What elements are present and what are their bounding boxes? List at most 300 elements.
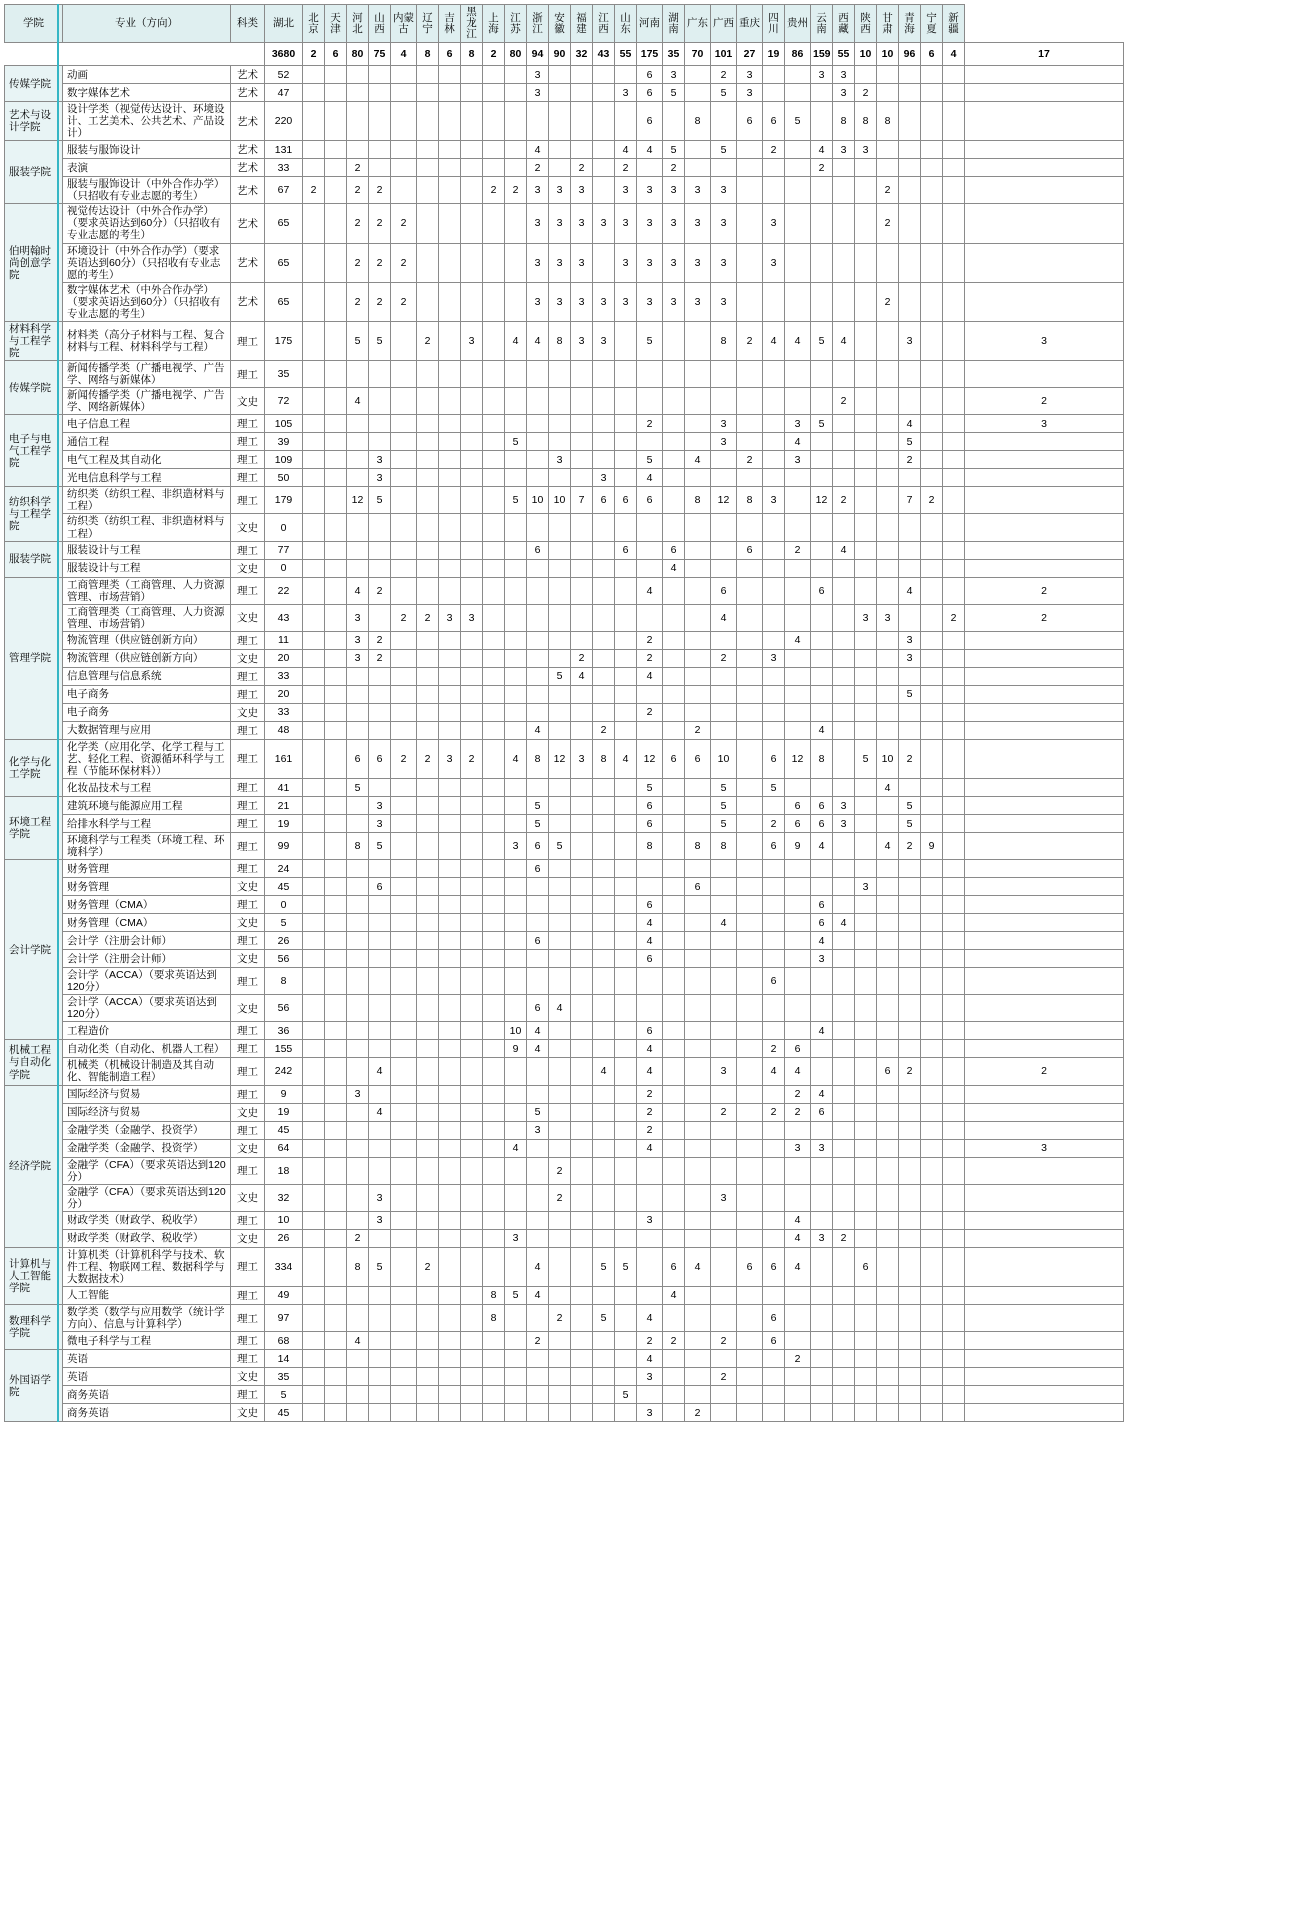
quota-cell-16	[663, 1121, 685, 1139]
quota-cell-17: 8	[685, 487, 711, 514]
quota-cell-9	[505, 914, 527, 932]
quota-cell-2	[347, 1350, 369, 1368]
quota-cell-7	[461, 1103, 483, 1121]
quota-cell-24	[855, 1139, 877, 1157]
quota-cell-12	[571, 102, 593, 141]
quota-cell-18	[711, 1121, 737, 1139]
quota-cell-3: 4	[369, 1103, 391, 1121]
quota-cell-6	[439, 878, 461, 896]
quota-cell-8: 8	[483, 1286, 505, 1304]
quota-cell-1	[325, 102, 347, 141]
quota-cell-10: 2	[527, 1332, 549, 1350]
quota-cell-6	[439, 1058, 461, 1085]
quota-cell-14	[615, 1139, 637, 1157]
quota-cell-21: 5	[785, 102, 811, 141]
quota-cell-27	[921, 1121, 943, 1139]
quota-cell-8	[483, 559, 505, 577]
quota-cell-11	[549, 779, 571, 797]
quota-cell-18	[711, 1022, 737, 1040]
quota-cell-1	[325, 141, 347, 159]
quota-cell-29	[965, 433, 1124, 451]
table-row	[5, 932, 1124, 950]
major-cell: 材料类（高分子材料与工程、复合材料与工程、材料科学与工程）	[63, 321, 231, 360]
quota-cell-9	[505, 1121, 527, 1139]
quota-cell-29: 3	[965, 321, 1124, 360]
quota-cell-8	[483, 84, 505, 102]
quota-cell-20	[763, 451, 785, 469]
quota-cell-18: 3	[711, 1058, 737, 1085]
quota-cell-27	[921, 721, 943, 739]
hubei-quota-cell: 49	[265, 1286, 303, 1304]
quota-cell-5	[417, 1211, 439, 1229]
quota-cell-27	[921, 995, 943, 1022]
quota-cell-21	[785, 1386, 811, 1404]
quota-cell-6	[439, 141, 461, 159]
quota-cell-4	[391, 577, 417, 604]
kelei-cell: 理工	[231, 1085, 265, 1103]
quota-cell-15: 6	[637, 950, 663, 968]
quota-cell-6	[439, 833, 461, 860]
quota-cell-16	[663, 577, 685, 604]
quota-cell-4	[391, 559, 417, 577]
quota-cell-18	[711, 1085, 737, 1103]
quota-cell-25	[877, 1184, 899, 1211]
quota-cell-8	[483, 577, 505, 604]
quota-cell-0	[303, 66, 325, 84]
major-cell: 物流管理（供应链创新方向）	[63, 649, 231, 667]
quota-cell-6	[439, 433, 461, 451]
quota-cell-2	[347, 451, 369, 469]
quota-cell-13	[593, 1085, 615, 1103]
quota-cell-12	[571, 779, 593, 797]
table-row	[5, 1157, 1124, 1184]
hubei-quota-cell: 43	[265, 604, 303, 631]
quota-cell-2	[347, 1022, 369, 1040]
quota-cell-20	[763, 1157, 785, 1184]
quota-cell-25	[877, 1022, 899, 1040]
quota-cell-14	[615, 896, 637, 914]
quota-cell-13	[593, 914, 615, 932]
kelei-cell: 理工	[231, 968, 265, 995]
quota-cell-28	[943, 950, 965, 968]
quota-cell-29	[965, 1304, 1124, 1331]
quota-cell-18	[711, 878, 737, 896]
table-row	[5, 159, 1124, 177]
quota-cell-12	[571, 815, 593, 833]
quota-cell-0	[303, 1350, 325, 1368]
table-row	[5, 995, 1124, 1022]
quota-cell-2: 4	[347, 388, 369, 415]
quota-cell-10: 4	[527, 1040, 549, 1058]
quota-cell-3: 3	[369, 1184, 391, 1211]
quota-cell-18: 3	[711, 177, 737, 204]
major-cell: 国际经济与贸易	[63, 1085, 231, 1103]
quota-cell-5	[417, 1157, 439, 1184]
total-province-28: 4	[943, 43, 965, 66]
quota-cell-20	[763, 177, 785, 204]
quota-cell-19	[737, 1184, 763, 1211]
quota-cell-19	[737, 1139, 763, 1157]
quota-cell-10: 4	[527, 1247, 549, 1286]
quota-cell-3	[369, 896, 391, 914]
quota-cell-24: 6	[855, 1247, 877, 1286]
quota-cell-16	[663, 1022, 685, 1040]
quota-cell-2: 3	[347, 604, 369, 631]
quota-cell-10: 3	[527, 243, 549, 282]
hubei-quota-cell: 0	[265, 559, 303, 577]
quota-cell-5	[417, 388, 439, 415]
quota-cell-8	[483, 1103, 505, 1121]
quota-cell-28	[943, 321, 965, 360]
quota-cell-0	[303, 1368, 325, 1386]
table-row	[5, 860, 1124, 878]
quota-cell-28	[943, 631, 965, 649]
quota-cell-10	[527, 1368, 549, 1386]
total-province-13: 43	[593, 43, 615, 66]
quota-cell-20	[763, 1022, 785, 1040]
quota-cell-0	[303, 815, 325, 833]
left-accent-bar	[57, 4, 59, 1422]
quota-cell-20	[763, 388, 785, 415]
quota-cell-10: 4	[527, 141, 549, 159]
table-row	[5, 1350, 1124, 1368]
quota-cell-3: 5	[369, 321, 391, 360]
quota-cell-21	[785, 914, 811, 932]
quota-cell-25	[877, 631, 899, 649]
quota-cell-1	[325, 833, 347, 860]
quota-cell-6	[439, 779, 461, 797]
quota-cell-25	[877, 559, 899, 577]
quota-cell-25	[877, 797, 899, 815]
quota-cell-3	[369, 559, 391, 577]
quota-cell-12	[571, 1103, 593, 1121]
quota-cell-1	[325, 1184, 347, 1211]
quota-cell-29	[965, 833, 1124, 860]
quota-cell-25	[877, 914, 899, 932]
quota-cell-19	[737, 685, 763, 703]
quota-cell-19	[737, 878, 763, 896]
major-cell: 金融学（CFA）（要求英语达到120分）	[63, 1184, 231, 1211]
quota-cell-21: 3	[785, 451, 811, 469]
quota-cell-24	[855, 797, 877, 815]
quota-cell-7	[461, 685, 483, 703]
major-cell: 财务管理	[63, 878, 231, 896]
quota-cell-25	[877, 1085, 899, 1103]
header-province-24: 陕西	[855, 5, 877, 43]
quota-cell-16	[663, 950, 685, 968]
kelei-cell: 艺术	[231, 243, 265, 282]
quota-cell-15: 4	[637, 1304, 663, 1331]
quota-cell-22: 5	[811, 415, 833, 433]
quota-cell-12	[571, 541, 593, 559]
quota-cell-29: 2	[965, 577, 1124, 604]
quota-cell-5	[417, 177, 439, 204]
quota-cell-22: 6	[811, 1103, 833, 1121]
quota-cell-2: 12	[347, 487, 369, 514]
quota-cell-21: 4	[785, 631, 811, 649]
quota-cell-21	[785, 1368, 811, 1386]
quota-cell-26	[899, 559, 921, 577]
quota-cell-5	[417, 451, 439, 469]
quota-cell-21: 3	[785, 415, 811, 433]
quota-cell-14	[615, 860, 637, 878]
quota-cell-10	[527, 1304, 549, 1331]
quota-cell-16	[663, 968, 685, 995]
table-row	[5, 514, 1124, 541]
admission-plan-page	[0, 4, 1309, 1422]
quota-cell-23	[833, 685, 855, 703]
quota-cell-26	[899, 159, 921, 177]
quota-cell-0	[303, 321, 325, 360]
quota-cell-5: 2	[417, 321, 439, 360]
quota-cell-15	[637, 604, 663, 631]
quota-cell-7	[461, 102, 483, 141]
quota-cell-5	[417, 1286, 439, 1304]
quota-cell-6	[439, 721, 461, 739]
quota-cell-2	[347, 141, 369, 159]
quota-cell-10: 6	[527, 541, 549, 559]
quota-cell-1	[325, 667, 347, 685]
quota-cell-24	[855, 1184, 877, 1211]
quota-cell-25: 2	[877, 282, 899, 321]
quota-cell-0	[303, 577, 325, 604]
quota-cell-8	[483, 667, 505, 685]
quota-cell-26	[899, 66, 921, 84]
header-college: 学院	[5, 5, 63, 43]
quota-cell-28	[943, 815, 965, 833]
quota-cell-12	[571, 577, 593, 604]
quota-cell-24	[855, 177, 877, 204]
quota-cell-18	[711, 1404, 737, 1422]
quota-cell-12	[571, 1229, 593, 1247]
major-cell: 设计学类（视觉传达设计、环境设计、工艺美术、公共艺术、产品设计）	[63, 102, 231, 141]
quota-cell-28	[943, 204, 965, 243]
quota-cell-8	[483, 388, 505, 415]
quota-cell-5	[417, 649, 439, 667]
quota-cell-22: 3	[811, 1139, 833, 1157]
quota-cell-21	[785, 1304, 811, 1331]
hubei-quota-cell: 68	[265, 1332, 303, 1350]
quota-cell-27	[921, 604, 943, 631]
quota-cell-20	[763, 159, 785, 177]
quota-cell-26	[899, 995, 921, 1022]
quota-cell-3	[369, 779, 391, 797]
table-row	[5, 833, 1124, 860]
quota-cell-0	[303, 1304, 325, 1331]
hubei-quota-cell: 36	[265, 1022, 303, 1040]
table-row	[5, 1229, 1124, 1247]
quota-cell-1	[325, 1121, 347, 1139]
quota-cell-9: 5	[505, 433, 527, 451]
quota-cell-14	[615, 1368, 637, 1386]
kelei-cell: 理工	[231, 1211, 265, 1229]
quota-cell-29	[965, 1350, 1124, 1368]
kelei-cell: 理工	[231, 487, 265, 514]
quota-cell-18	[711, 514, 737, 541]
quota-cell-11	[549, 896, 571, 914]
quota-cell-28	[943, 914, 965, 932]
quota-cell-29	[965, 1121, 1124, 1139]
quota-cell-24	[855, 1286, 877, 1304]
quota-cell-10: 6	[527, 932, 549, 950]
table-header-row	[5, 5, 1124, 43]
quota-cell-11	[549, 968, 571, 995]
kelei-cell: 文史	[231, 914, 265, 932]
quota-cell-27	[921, 1040, 943, 1058]
quota-cell-29	[965, 177, 1124, 204]
quota-cell-17: 8	[685, 102, 711, 141]
quota-cell-14: 6	[615, 487, 637, 514]
quota-cell-3: 5	[369, 1247, 391, 1286]
quota-cell-20	[763, 1368, 785, 1386]
quota-cell-27	[921, 932, 943, 950]
quota-cell-3	[369, 159, 391, 177]
quota-cell-22: 4	[811, 141, 833, 159]
quota-cell-6	[439, 914, 461, 932]
quota-cell-28	[943, 779, 965, 797]
quota-cell-0	[303, 968, 325, 995]
hubei-quota-cell: 32	[265, 1184, 303, 1211]
header-province-18: 广西	[711, 5, 737, 43]
quota-cell-10	[527, 703, 549, 721]
hubei-quota-cell: 11	[265, 631, 303, 649]
quota-cell-11	[549, 1386, 571, 1404]
quota-cell-24	[855, 451, 877, 469]
major-cell: 建筑环境与能源应用工程	[63, 797, 231, 815]
quota-cell-5	[417, 243, 439, 282]
hubei-quota-cell: 18	[265, 1157, 303, 1184]
quota-cell-9	[505, 1103, 527, 1121]
quota-cell-29	[965, 487, 1124, 514]
quota-cell-8	[483, 703, 505, 721]
quota-cell-3	[369, 1404, 391, 1422]
quota-cell-1	[325, 604, 347, 631]
table-row	[5, 1386, 1124, 1404]
quota-cell-26	[899, 860, 921, 878]
quota-cell-16	[663, 833, 685, 860]
quota-cell-22	[811, 604, 833, 631]
quota-cell-2	[347, 1139, 369, 1157]
quota-cell-4	[391, 1022, 417, 1040]
quota-cell-19	[737, 1368, 763, 1386]
quota-cell-28	[943, 878, 965, 896]
major-cell: 人工智能	[63, 1286, 231, 1304]
kelei-cell: 理工	[231, 1040, 265, 1058]
quota-cell-1	[325, 1386, 347, 1404]
quota-cell-29	[965, 914, 1124, 932]
table-row	[5, 577, 1124, 604]
quota-cell-11: 2	[549, 1184, 571, 1211]
quota-cell-15: 5	[637, 321, 663, 360]
quota-cell-19	[737, 604, 763, 631]
quota-cell-4	[391, 487, 417, 514]
total-province-7: 8	[461, 43, 483, 66]
quota-cell-17	[685, 159, 711, 177]
quota-cell-22: 8	[811, 739, 833, 778]
header-province-16: 湖南	[663, 5, 685, 43]
quota-cell-2: 4	[347, 577, 369, 604]
quota-cell-16	[663, 703, 685, 721]
quota-cell-16	[663, 667, 685, 685]
quota-cell-20	[763, 685, 785, 703]
quota-cell-26: 3	[899, 631, 921, 649]
quota-cell-26	[899, 1386, 921, 1404]
quota-cell-8	[483, 204, 505, 243]
quota-cell-0	[303, 243, 325, 282]
header-province-23: 西藏	[833, 5, 855, 43]
quota-cell-13	[593, 995, 615, 1022]
quota-cell-13	[593, 815, 615, 833]
quota-cell-1	[325, 1157, 347, 1184]
quota-cell-21: 4	[785, 321, 811, 360]
quota-cell-15	[637, 721, 663, 739]
quota-cell-15: 5	[637, 451, 663, 469]
quota-cell-7	[461, 932, 483, 950]
quota-cell-11	[549, 159, 571, 177]
quota-cell-29	[965, 282, 1124, 321]
quota-cell-28	[943, 739, 965, 778]
quota-cell-28	[943, 1103, 965, 1121]
kelei-cell: 艺术	[231, 102, 265, 141]
quota-cell-16	[663, 415, 685, 433]
quota-cell-4: 2	[391, 739, 417, 778]
quota-cell-4	[391, 1229, 417, 1247]
quota-cell-2	[347, 703, 369, 721]
quota-cell-24	[855, 66, 877, 84]
hubei-quota-cell: 26	[265, 1229, 303, 1247]
quota-cell-21	[785, 177, 811, 204]
hubei-quota-cell: 19	[265, 1103, 303, 1121]
quota-cell-11	[549, 1229, 571, 1247]
quota-cell-15: 6	[637, 815, 663, 833]
quota-cell-7	[461, 860, 483, 878]
quota-cell-16	[663, 860, 685, 878]
quota-cell-29	[965, 84, 1124, 102]
quota-cell-7	[461, 433, 483, 451]
quota-cell-18	[711, 950, 737, 968]
quota-cell-24	[855, 1332, 877, 1350]
quota-cell-9	[505, 667, 527, 685]
quota-cell-2	[347, 1040, 369, 1058]
quota-cell-0	[303, 541, 325, 559]
quota-cell-11	[549, 1211, 571, 1229]
quota-cell-26	[899, 177, 921, 204]
quota-cell-5	[417, 721, 439, 739]
quota-cell-6	[439, 159, 461, 177]
quota-cell-6	[439, 1211, 461, 1229]
quota-cell-17	[685, 1058, 711, 1085]
quota-cell-12	[571, 797, 593, 815]
quota-cell-17: 6	[685, 739, 711, 778]
table-body	[5, 66, 1124, 1422]
quota-cell-24	[855, 914, 877, 932]
quota-cell-25: 4	[877, 779, 899, 797]
quota-cell-17	[685, 797, 711, 815]
quota-cell-10	[527, 433, 549, 451]
quota-cell-6: 3	[439, 604, 461, 631]
quota-cell-16	[663, 1404, 685, 1422]
quota-cell-18: 2	[711, 1368, 737, 1386]
quota-cell-20	[763, 703, 785, 721]
quota-cell-18: 5	[711, 84, 737, 102]
quota-cell-10	[527, 102, 549, 141]
quota-cell-19	[737, 1040, 763, 1058]
quota-cell-2	[347, 968, 369, 995]
quota-cell-1	[325, 487, 347, 514]
quota-cell-0	[303, 1139, 325, 1157]
quota-cell-3	[369, 995, 391, 1022]
quota-cell-22: 3	[811, 950, 833, 968]
